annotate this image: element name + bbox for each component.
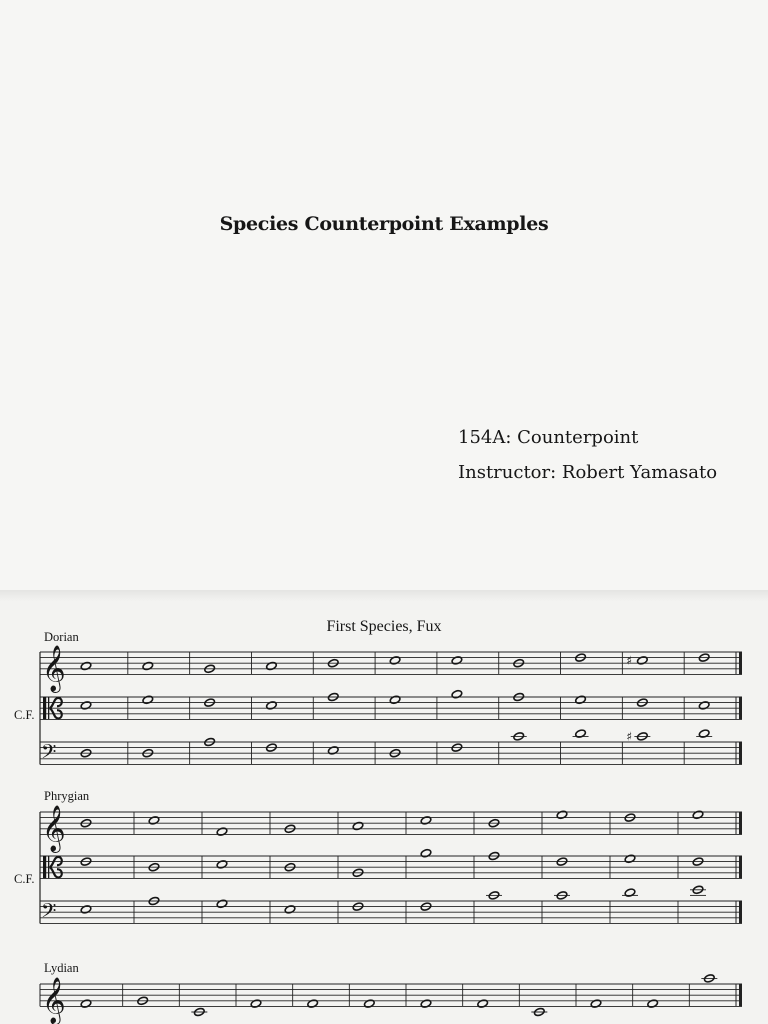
course-name: 154A: Counterpoint	[458, 427, 639, 448]
whole-note-F4	[647, 999, 659, 1008]
whole-note-C5	[420, 816, 432, 825]
final-barline-thick	[739, 697, 742, 719]
treble-clef-icon: 𝄞	[42, 977, 66, 1024]
instructor-name: Instructor: Robert Yamasato	[458, 462, 718, 483]
whole-note-F4	[307, 999, 319, 1008]
whole-note-C#5	[637, 656, 649, 665]
mode-label-phrygian: Phrygian	[44, 789, 90, 803]
score-heading: First Species, Fux	[326, 618, 442, 635]
music-score	[0, 600, 768, 1024]
whole-note-C5	[389, 656, 401, 665]
whole-note-F4	[216, 827, 228, 836]
final-barline-thick	[739, 901, 742, 923]
whole-note-G3	[216, 899, 228, 908]
document-title: Species Counterpoint Examples	[219, 213, 549, 235]
whole-note-F4	[590, 999, 602, 1008]
whole-note-A4	[266, 661, 278, 670]
whole-note-F4	[389, 695, 401, 704]
whole-note-E3	[284, 905, 296, 914]
treble-clef-icon: 𝄞	[42, 645, 66, 692]
final-barline-thick	[739, 856, 742, 878]
final-barline-thick	[739, 812, 742, 834]
whole-note-D4	[698, 729, 710, 738]
whole-note-E5	[692, 810, 704, 819]
whole-note-D4	[624, 888, 636, 897]
whole-note-F4	[142, 695, 154, 704]
whole-note-F4	[624, 854, 636, 863]
whole-note-D4	[698, 701, 710, 710]
whole-note-F4	[420, 999, 432, 1008]
whole-note-A4	[451, 689, 463, 698]
whole-note-D4	[216, 860, 228, 869]
whole-note-A4	[352, 821, 364, 830]
whole-note-F4	[575, 695, 587, 704]
whole-note-C5	[148, 816, 160, 825]
bass-clef-icon: 𝄢	[41, 739, 57, 768]
whole-note-E3	[80, 905, 92, 914]
whole-note-F4	[80, 999, 92, 1008]
whole-note-F4	[250, 999, 262, 1008]
whole-note-D4	[80, 701, 92, 710]
cf-label-phrygian: C.F.	[14, 872, 35, 886]
whole-note-D4	[266, 701, 278, 710]
score-page	[0, 600, 768, 1024]
sharp-icon: ♯	[626, 729, 633, 744]
whole-note-C5	[451, 656, 463, 665]
cf-label-dorian: C.F.	[14, 708, 35, 722]
final-barline-thick	[739, 652, 742, 674]
whole-note-F4	[477, 999, 489, 1008]
whole-note-A4	[80, 661, 92, 670]
mode-label-dorian: Dorian	[44, 630, 79, 644]
whole-note-A4	[142, 661, 154, 670]
final-barline-thick	[739, 984, 742, 1006]
whole-note-E5	[556, 810, 568, 819]
whole-note-E3	[327, 746, 339, 755]
whole-note-F4	[364, 999, 376, 1008]
bass-clef-icon: 𝄢	[41, 898, 57, 927]
final-barline-thick	[739, 742, 742, 764]
sharp-icon: ♯	[626, 653, 633, 668]
whole-note-A4	[420, 848, 432, 857]
mode-label-lydian: Lydian	[44, 961, 79, 975]
whole-note-D4	[575, 729, 587, 738]
treble-clef-icon: 𝄞	[42, 805, 66, 852]
